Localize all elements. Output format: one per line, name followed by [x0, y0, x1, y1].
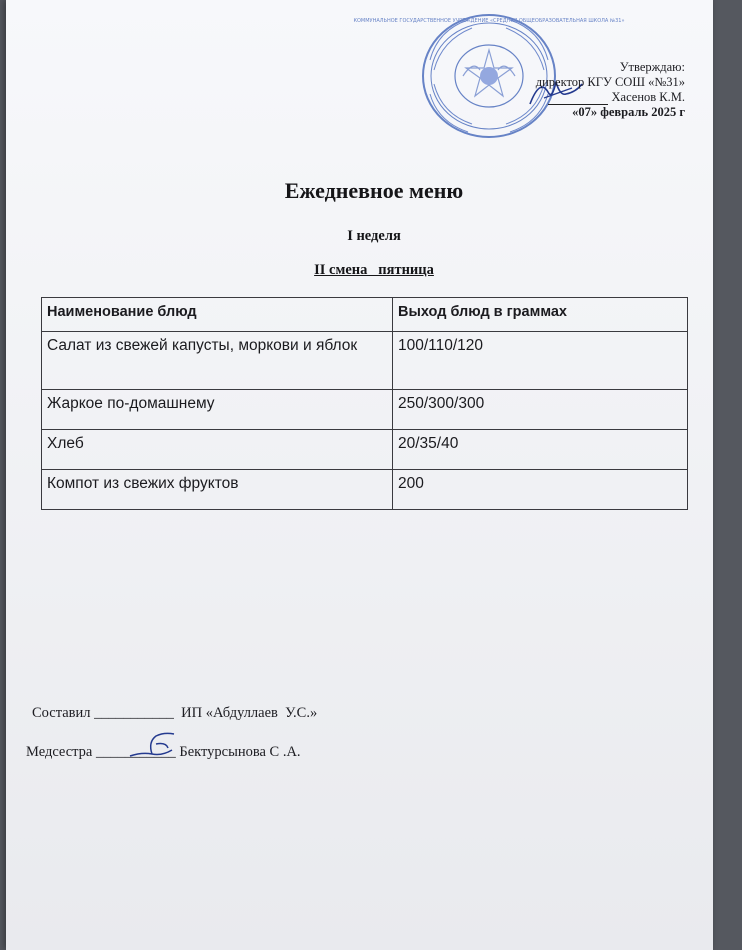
table-row [42, 430, 688, 470]
compiled-label: Составил [32, 705, 91, 721]
menu-table [41, 297, 688, 510]
dish-name-cell: Салат из свежей капусты, моркови и яблок [42, 332, 393, 390]
dish-name-cell: Компот из свежих фруктов [42, 470, 393, 510]
header-portion-weight: Выход блюд в граммах [393, 298, 688, 332]
approval-director [536, 90, 685, 105]
nurse-name: Бектурсынова С .А. [179, 744, 301, 760]
dish-name-cell: Хлеб [42, 430, 393, 470]
nurse-signature-blank: ___________ [96, 744, 176, 760]
week-label: I неделя [347, 228, 401, 244]
approval-director-name: Хасенов К.М. [611, 90, 685, 104]
table-row [42, 332, 688, 390]
header-dish-name: Наименование блюд [42, 298, 393, 332]
seal-text: КОММУНАЛЬНОЕ ГОСУДАРСТВЕННОЕ УЧРЕЖДЕНИЕ «СРЕДНЯЯ ОБЩЕОБРАЗОВАТЕЛЬНАЯ ШКОЛА №31» [353, 18, 625, 24]
dish-weight-cell: 250/300/300 [393, 390, 688, 430]
approval-heading: Утверждаю: [619, 60, 685, 74]
approval-block [536, 60, 685, 120]
shift-day-label: II смена пятница [314, 262, 434, 278]
document-page [6, 0, 713, 950]
dish-name-cell: Жаркое по-домашнему [42, 390, 393, 430]
nurse-line [26, 744, 301, 761]
dish-weight-cell: 20/35/40 [393, 430, 688, 470]
dish-weight-cell: 200 [393, 470, 688, 510]
compiled-name: ИП «Абдуллаев У.С.» [181, 705, 318, 721]
compiled-by-line [32, 705, 317, 722]
approval-date: «07» февраль 2025 г [572, 105, 685, 119]
approval-position: директор КГУ СОШ «№31» [535, 75, 685, 89]
nurse-label: Медсестра [26, 744, 93, 760]
table-row [42, 470, 688, 510]
compiled-signature-blank: ___________ [94, 705, 174, 721]
page-title: Ежедневное меню [284, 178, 464, 203]
dish-weight-cell: 100/110/120 [393, 332, 688, 390]
table-header-row [42, 298, 688, 332]
table-row [42, 390, 688, 430]
